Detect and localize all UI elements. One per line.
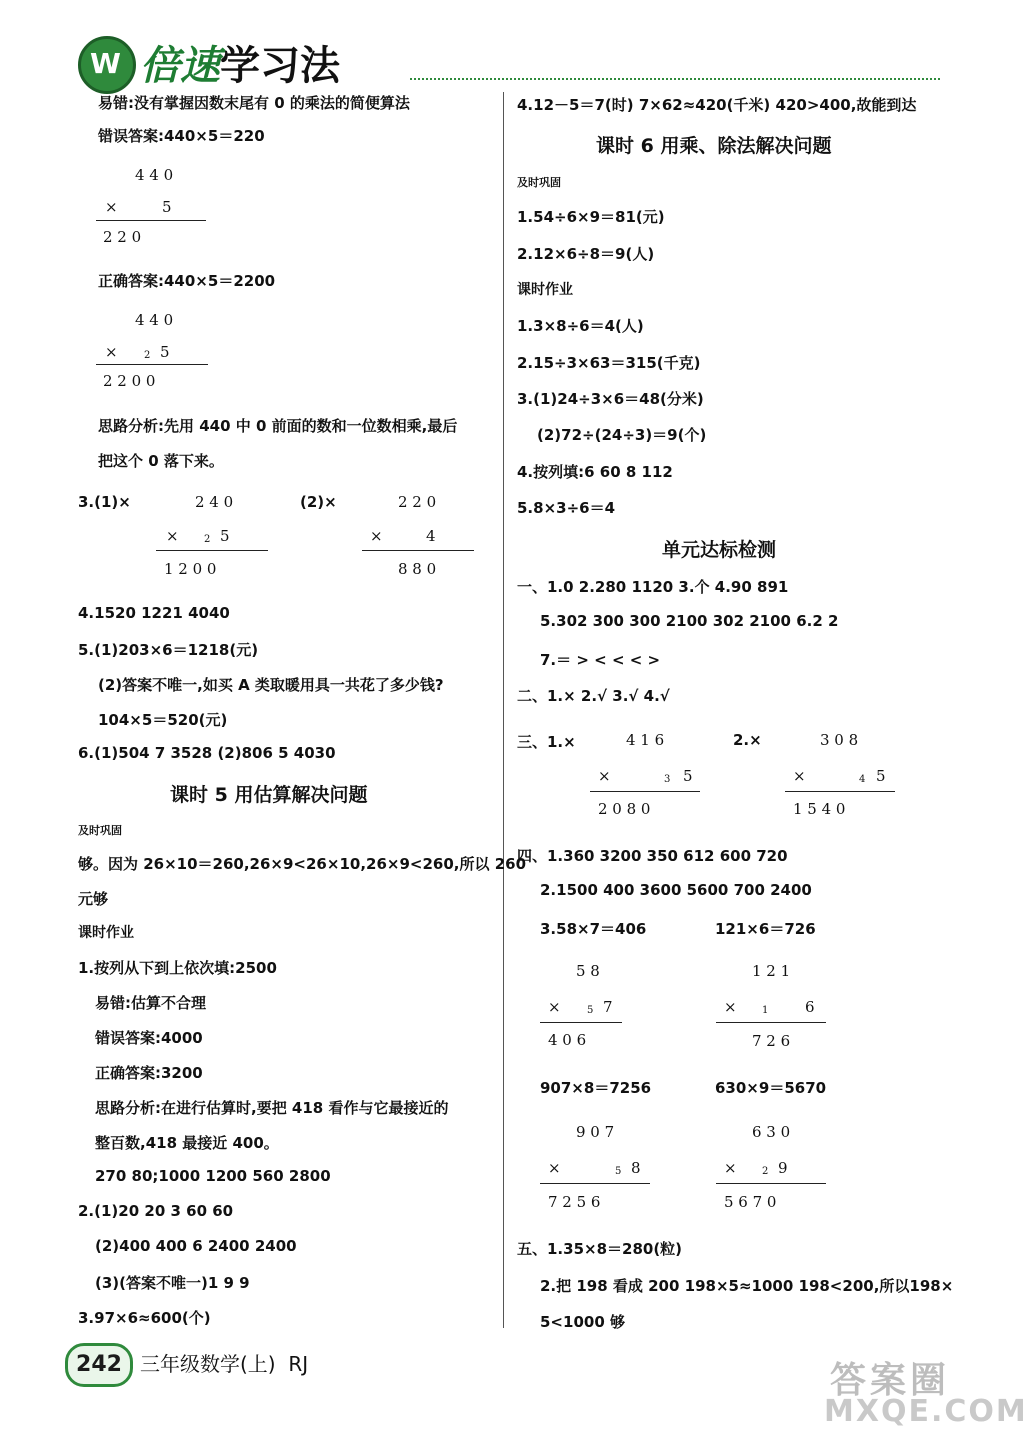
text-line: 7.＝ > < < < >	[540, 651, 661, 669]
vertical-calc-line	[362, 550, 474, 551]
carry-digit: 2	[762, 1166, 769, 1177]
vertical-calc-number: 8	[631, 1159, 641, 1177]
vertical-calc-line	[540, 1022, 622, 1023]
text-line: 907×8＝7256	[540, 1079, 652, 1097]
text-line: 正确答案:3200	[95, 1064, 203, 1082]
text-line: 四、1.360 3200 350 612 600 720	[517, 847, 788, 865]
carry-digit: 1	[762, 1005, 769, 1016]
vertical-calc-result: 7 2 6	[752, 1032, 791, 1050]
text-line: 元够	[78, 890, 109, 908]
logo-icon: W	[78, 36, 136, 94]
text-line: 1.54÷6×9＝81(元)	[517, 208, 665, 226]
vertical-calc-sign: ×	[548, 1159, 561, 1177]
text-line: 2.1500 400 3600 5600 700 2400	[540, 881, 812, 899]
carry-digit: 5	[615, 1166, 622, 1177]
text-line: 5.302 300 300 2100 302 2100 6.2 2	[540, 612, 839, 630]
text-line: (3)(答案不唯一)1 9 9	[95, 1274, 250, 1292]
text-line: 易错:没有掌握因数末尾有 0 的乘法的简便算法	[98, 94, 410, 112]
text-line: (2)72÷(24÷3)＝9(个)	[537, 426, 707, 444]
column-divider	[503, 92, 504, 1328]
text-line: 错误答案:440×5＝220	[98, 127, 265, 145]
text-line: 错误答案:4000	[95, 1029, 203, 1047]
subsection-label: 及时巩固	[78, 824, 122, 837]
subsection-label: 课时作业	[78, 925, 134, 941]
vertical-calc-sign: ×	[793, 767, 806, 785]
vertical-calc-number: 2 4 0	[195, 493, 234, 511]
text-line: 够。因为 26×10＝260,26×9<26×10,26×9<260,所以 260	[78, 855, 527, 873]
text-line: 270 80;1000 1200 560 2800	[95, 1167, 331, 1185]
vertical-calc-sign: ×	[724, 998, 737, 1016]
carry-digit: 2	[144, 350, 151, 361]
book-logo: 倍速学习法	[140, 43, 340, 89]
vertical-calc-number: 9	[778, 1159, 788, 1177]
text-line: 6.(1)504 7 3528 (2)806 5 4030	[78, 744, 336, 762]
text-line: 整百数,418 最接近 400。	[95, 1134, 279, 1152]
vertical-calc-line	[716, 1183, 826, 1184]
vertical-calc-number: 4 4 0	[135, 311, 174, 329]
question-label: (2)×	[300, 493, 337, 511]
vertical-calc-result: 4 0 6	[548, 1031, 587, 1049]
text-line: 1.按列从下到上依次填:2500	[78, 959, 277, 977]
text-line: 121×6＝726	[715, 920, 816, 938]
text-line: 3.97×6≈600(个)	[78, 1309, 211, 1327]
question-label: 三、1.×	[517, 733, 576, 751]
section-heading: 单元达标检测	[662, 539, 777, 561]
section-heading: 课时 6 用乘、除法解决问题	[596, 135, 832, 157]
vertical-calc-number: 4 4 0	[135, 166, 174, 184]
text-line: 二、1.× 2.√ 3.√ 4.√	[517, 687, 670, 705]
text-line: (2)答案不唯一,如买 A 类取暖用具一共花了多少钱?	[98, 676, 444, 694]
vertical-calc-result: 2 2 0 0	[103, 372, 156, 390]
text-line: 2.把 198 看成 200 198×5≈1000 198<200,所以198×	[540, 1277, 954, 1295]
vertical-calc-result: 2 2 0	[103, 228, 142, 246]
vertical-calc-number: 5	[162, 198, 172, 216]
vertical-calc-result: 8 8 0	[398, 560, 437, 578]
vertical-calc-number: 6	[805, 998, 815, 1016]
vertical-calc-sign: ×	[105, 198, 118, 216]
vertical-calc-number: 5	[160, 343, 170, 361]
text-line: 3.58×7＝406	[540, 920, 647, 938]
vertical-calc-result: 2 0 8 0	[598, 800, 651, 818]
vertical-calc-result: 7 2 5 6	[548, 1193, 601, 1211]
vertical-calc-number: 9 0 7	[576, 1123, 615, 1141]
vertical-calc-line	[785, 791, 895, 792]
text-line: 5<1000 够	[540, 1313, 625, 1331]
text-line: 思路分析:先用 440 中 0 前面的数和一位数相乘,最后	[98, 417, 458, 435]
vertical-calc-number: 1 2 1	[752, 962, 791, 980]
vertical-calc-line	[156, 550, 268, 551]
carry-digit: 3	[664, 774, 671, 785]
vertical-calc-sign: ×	[105, 343, 118, 361]
vertical-calc-sign: ×	[548, 998, 561, 1016]
vertical-calc-number: 5 8	[576, 962, 600, 980]
vertical-calc-line	[590, 791, 700, 792]
vertical-calc-result: 1 2 0 0	[164, 560, 217, 578]
text-line: 104×5＝520(元)	[98, 711, 228, 729]
text-line: 5.8×3÷6＝4	[517, 499, 616, 517]
text-line: (2)400 400 6 2400 2400	[95, 1237, 297, 1255]
subsection-label: 及时巩固	[517, 176, 561, 189]
vertical-calc-sign: ×	[598, 767, 611, 785]
text-line: 4.按列填:6 60 8 112	[517, 463, 673, 481]
carry-digit: 4	[859, 774, 866, 785]
page-number-badge: 242	[65, 1343, 133, 1387]
vertical-calc-sign: ×	[166, 527, 179, 545]
section-heading: 课时 5 用估算解决问题	[170, 784, 368, 806]
vertical-calc-line	[96, 364, 208, 365]
text-line: 易错:估算不合理	[95, 994, 206, 1012]
watermark-url: MXQE.COM	[824, 1394, 1028, 1429]
text-line: 五、1.35×8＝280(粒)	[517, 1240, 683, 1258]
vertical-calc-sign: ×	[724, 1159, 737, 1177]
question-label: 3.(1)×	[78, 493, 131, 511]
text-line: 把这个 0 落下来。	[98, 452, 224, 470]
text-line: 2.15÷3×63＝315(千克)	[517, 354, 701, 372]
vertical-calc-number: 4	[426, 527, 436, 545]
text-line: 4.12－5＝7(时) 7×62≈420(千米) 420>400,故能到达	[517, 96, 917, 114]
text-line: 正确答案:440×5＝2200	[98, 272, 276, 290]
vertical-calc-number: 5	[876, 767, 886, 785]
vertical-calc-line	[96, 220, 206, 221]
vertical-calc-line	[716, 1022, 826, 1023]
vertical-calc-number: 3 0 8	[820, 731, 859, 749]
text-line: 5.(1)203×6＝1218(元)	[78, 641, 259, 659]
vertical-calc-number: 7	[603, 998, 613, 1016]
text-line: 思路分析:在进行估算时,要把 418 看作与它最接近的	[95, 1099, 449, 1117]
text-line: 3.(1)24÷3×6＝48(分米)	[517, 390, 704, 408]
vertical-calc-line	[540, 1183, 650, 1184]
carry-digit: 2	[204, 534, 211, 545]
vertical-calc-number: 5	[220, 527, 230, 545]
text-line: 630×9＝5670	[715, 1079, 827, 1097]
subsection-label: 课时作业	[517, 282, 573, 298]
vertical-calc-number: 6 3 0	[752, 1123, 791, 1141]
text-line: 4.1520 1221 4040	[78, 604, 230, 622]
vertical-calc-result: 5 6 7 0	[724, 1193, 777, 1211]
book-title: 三年级数学(上) RJ	[140, 1352, 309, 1376]
question-label: 2.×	[733, 731, 762, 749]
header-decoration	[410, 78, 940, 80]
text-line: 1.3×8÷6＝4(人)	[517, 317, 644, 335]
vertical-calc-number: 5	[683, 767, 693, 785]
text-line: 2.12×6÷8＝9(人)	[517, 245, 655, 263]
carry-digit: 5	[587, 1005, 594, 1016]
text-line: 2.(1)20 20 3 60 60	[78, 1202, 234, 1220]
watermark-logo: 答案圈	[830, 1360, 951, 1401]
vertical-calc-number: 2 2 0	[398, 493, 437, 511]
text-line: 一、1.0 2.280 1120 3.个 4.90 891	[517, 578, 789, 596]
vertical-calc-result: 1 5 4 0	[793, 800, 846, 818]
vertical-calc-number: 4 1 6	[626, 731, 665, 749]
vertical-calc-sign: ×	[370, 527, 383, 545]
